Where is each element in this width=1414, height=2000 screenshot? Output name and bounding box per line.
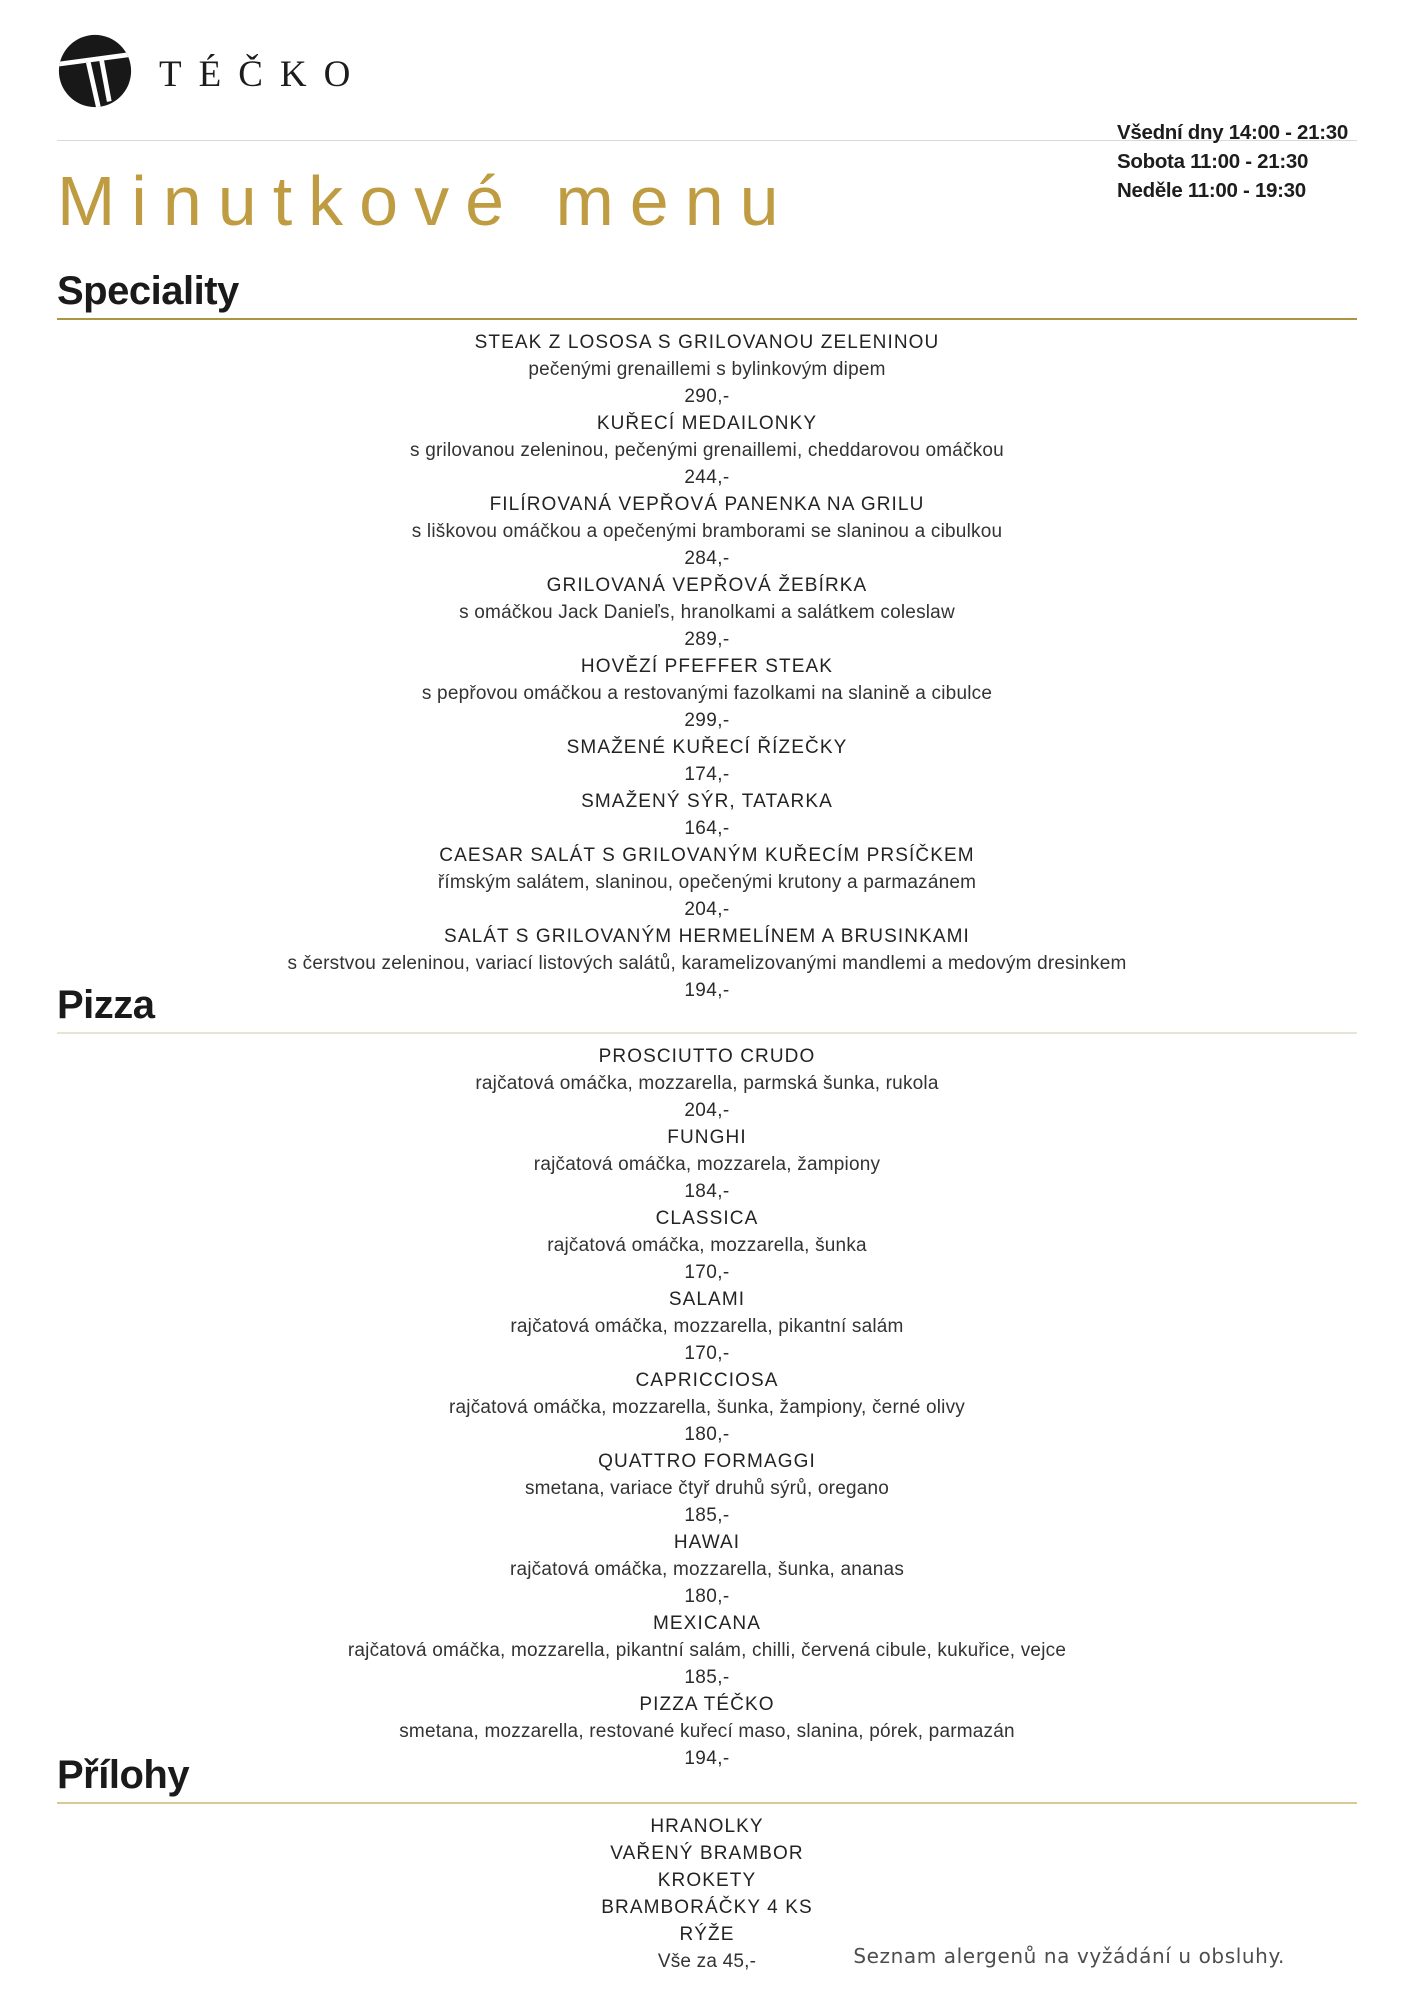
section-note: Vše za 45,-: [657, 1951, 757, 1972]
menu-item-name: RÝŽE: [679, 1924, 735, 1945]
menu-item-price: 170,-: [684, 1343, 730, 1364]
menu-item-price: 204,-: [684, 1100, 730, 1121]
menu-item-name: SMAŽENÝ SÝR, TATARKA: [581, 791, 833, 812]
menu-item-name: STEAK Z LOSOSA S GRILOVANOU ZELENINOU: [474, 332, 940, 353]
section-title-speciality: Speciality: [57, 269, 239, 313]
section-rule: [57, 1032, 1357, 1034]
menu-item-desc: rajčatová omáčka, mozzarella, šunka: [547, 1235, 867, 1256]
menu-item-desc: s omáčkou Jack Danieľs, hranolkami a salátkem coleslaw: [459, 602, 955, 623]
menu-item-name: FUNGHI: [667, 1127, 747, 1148]
section-rule: [57, 1802, 1357, 1804]
menu-item-price: 244,-: [684, 467, 730, 488]
menu-item-name: QUATTRO FORMAGGI: [598, 1451, 816, 1472]
menu-item-name: HAWAI: [673, 1532, 741, 1553]
menu-item-price: 174,-: [684, 764, 730, 785]
brand-name: TÉČKO: [159, 53, 368, 95]
menu-item-price: 290,-: [684, 386, 730, 407]
menu-item-price: 289,-: [684, 629, 730, 650]
hours-sunday: Neděle 11:00 - 19:30: [1117, 179, 1306, 202]
menu-item-desc: rajčatová omáčka, mozzarella, šunka, ananas: [509, 1559, 905, 1580]
menu-item-desc: s liškovou omáčkou a opečenými bramborami se slaninou a cibulkou: [411, 521, 1003, 542]
menu-item-desc: rajčatová omáčka, mozzarella, šunka, žampiony, černé olivy: [448, 1397, 966, 1418]
section-rule: [57, 318, 1357, 320]
menu-item-price: 284,-: [684, 548, 730, 569]
menu-item-name: FILÍROVANÁ VEPŘOVÁ PANENKA NA GRILU: [489, 494, 925, 515]
menu-item-desc: rajčatová omáčka, mozzarella, parmská šunka, rukola: [475, 1073, 939, 1094]
menu-item-name: PROSCIUTTO CRUDO: [598, 1046, 816, 1067]
opening-hours: [1117, 118, 1357, 205]
menu-item-price: 185,-: [684, 1667, 730, 1688]
menu-item-desc: smetana, variace čtyř druhů sýrů, oregano: [524, 1478, 890, 1499]
menu-item-name: BRAMBORÁČKY 4 KS: [601, 1897, 813, 1918]
menu-item-name: VAŘENÝ BRAMBOR: [610, 1843, 804, 1864]
menu-item-price: 180,-: [684, 1424, 730, 1445]
pizza-items: [57, 1043, 1357, 1772]
menu-item-desc: pečenými grenaillemi s bylinkovým dipem: [528, 359, 886, 380]
hours-saturday: Sobota 11:00 - 21:30: [1117, 150, 1309, 173]
menu-item-price: 194,-: [684, 1748, 730, 1769]
hours-weekdays: Všední dny 14:00 - 21:30: [1117, 121, 1348, 144]
menu-item-name: PIZZA TÉČKO: [639, 1694, 775, 1715]
menu-item-name: SALAMI: [668, 1289, 746, 1310]
menu-page: [57, 0, 1357, 2000]
tecko-t-in-circle-icon: [57, 33, 133, 109]
menu-item-desc: s čerstvou zeleninou, variací listových salátů, karamelizovanými mandlemi a medovým dresinkem: [287, 953, 1127, 974]
menu-item-desc: římským salátem, slaninou, opečenými krutony a parmazánem: [437, 872, 977, 893]
speciality-items: [57, 329, 1357, 1004]
menu-item-price: 164,-: [684, 818, 730, 839]
menu-item-name: CLASSICA: [655, 1208, 759, 1229]
menu-item-price: 185,-: [684, 1505, 730, 1526]
section-title-prilohy: Přílohy: [57, 1753, 190, 1797]
menu-item-desc: s pepřovou omáčkou a restovanými fazolkami na slanině a cibulce: [421, 683, 993, 704]
menu-item-desc: rajčatová omáčka, mozzarela, žampiony: [533, 1154, 881, 1175]
brand-header: [57, 0, 1357, 112]
allergen-footnote: Seznam alergenů na vyžádání u obsluhy.: [853, 1944, 1285, 1968]
section-head-speciality: [57, 269, 1357, 320]
menu-item-desc: rajčatová omáčka, mozzarella, pikantní salám, chilli, červená cibule, kukuřice, vejce: [347, 1640, 1067, 1661]
menu-item-name: SALÁT S GRILOVANÝM HERMELÍNEM A BRUSINKAMI: [444, 926, 970, 947]
section-title-pizza: Pizza: [57, 983, 155, 1027]
menu-item-name: SMAŽENÉ KUŘECÍ ŘÍZEČKY: [566, 737, 848, 758]
menu-item-name: KROKETY: [657, 1870, 757, 1891]
menu-item-name: CAPRICCIOSA: [635, 1370, 779, 1391]
menu-item-name: GRILOVANÁ VEPŘOVÁ ŽEBÍRKA: [546, 575, 868, 596]
menu-item-price: 299,-: [684, 710, 730, 731]
menu-item-price: 194,-: [684, 980, 730, 1001]
menu-item-name: HOVĚZÍ PFEFFER STEAK: [580, 656, 834, 677]
menu-item-price: 180,-: [684, 1586, 730, 1607]
menu-item-name: CAESAR SALÁT S GRILOVANÝM KUŘECÍM PRSÍČKEM: [439, 845, 975, 866]
menu-item-price: 170,-: [684, 1262, 730, 1283]
menu-item-desc: rajčatová omáčka, mozzarella, pikantní salám: [510, 1316, 904, 1337]
menu-item-name: KUŘECÍ MEDAILONKY: [596, 413, 818, 434]
menu-item-desc: smetana, mozzarella, restované kuřecí maso, slanina, pórek, parmazán: [399, 1721, 1015, 1742]
menu-item-price: 184,-: [684, 1181, 730, 1202]
page-title: Minutkové menu: [57, 162, 795, 240]
menu-item-desc: s grilovanou zeleninou, pečenými grenaillemi, cheddarovou omáčkou: [410, 440, 1004, 461]
menu-item-name: MEXICANA: [652, 1613, 762, 1634]
menu-item-name: HRANOLKY: [650, 1816, 764, 1837]
menu-item-price: 204,-: [684, 899, 730, 920]
